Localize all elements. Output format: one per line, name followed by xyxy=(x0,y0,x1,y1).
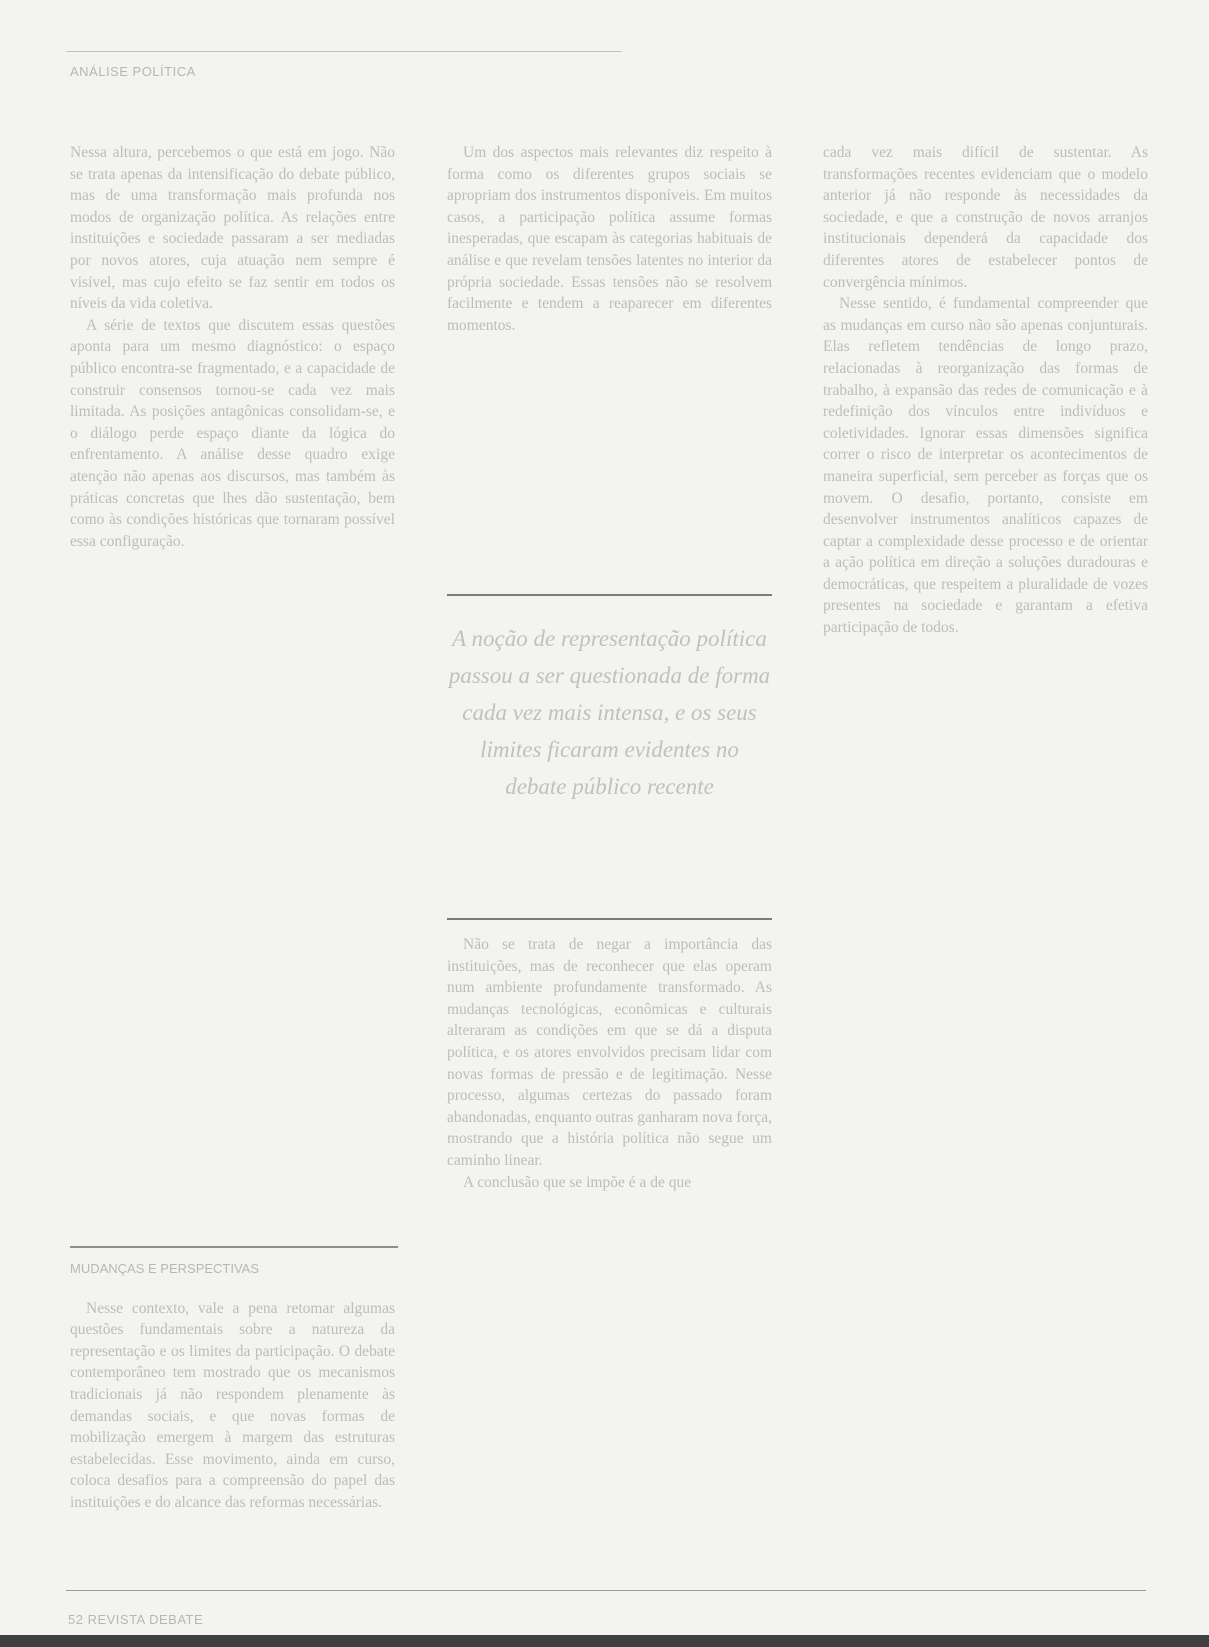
pull-quote-rule-bottom xyxy=(447,918,772,920)
column-left-lower xyxy=(70,1252,395,1514)
column-left xyxy=(70,142,395,552)
column-middle xyxy=(447,142,772,336)
paragraph: Não se trata de negar a importância das instituições, mas de reconhecer que elas operam num ambiente profundamente transformado. As mudanças tecnológicas, econômicas e culturais alteraram as condições em que se dá a disputa política, e os atores envolvidos precisam lidar com novas formas de pressão e de legitimação. Nesse processo, algumas certezas do passado foram abandonadas, enquanto outras ganharam nova força, mostrando que a história política não segue um caminho linear. xyxy=(447,936,772,1169)
section-rule xyxy=(70,1246,398,1248)
paragraph: Nesse contexto, vale a pena retomar algumas questões fundamentais sobre a natureza da representação e os limites da participação. O debate contemporâneo tem mostrado que os mecanismos tradicionais já não respondem plenamente às demandas sociais, e que novas formas de mobilização emergem à margem das estruturas estabelecidas. Esse movimento, ainda em curso, coloca desafios para a compreensão do papel das instituições e do alcance das reformas necessárias. xyxy=(70,1299,395,1511)
paragraph: Nessa altura, percebemos o que está em jogo. Não se trata apenas da intensificação do debate público, mas de uma transformação mais profunda nos modos de organização política. As relações entre instituições e sociedade passaram a ser mediadas por novos atores, cuja atuação nem sempre é visível, mas cujo efeito se faz sentir em todos os níveis da vida coletiva. xyxy=(70,144,395,313)
paragraph: Nesse sentido, é fundamental compreender que as mudanças em curso não são apenas conjunturais. Elas refletem tendências de longo prazo, relacionadas à reorganização das formas de trabalho, à expansão das redes de comunicação e à redefinição dos vínculos entre indivíduos e coletividades. Ignorar essas dimensões significa correr o risco de interpretar os acontecimentos de maneira superficial, sem perceber as forças que os movem. O desafio, portanto, consiste em desenvolver instrumentos analíticos capazes de captar a complexidade desse processo e de orientar a ação política em direção a soluções duradouras e democráticas, que respeitem a pluralidade de vozes presentes na sociedade e garantam a efetiva participação de todos. xyxy=(823,295,1148,637)
pull-quote: A noção de representação política passou a ser questionada de forma cada vez mais intensa, e os seus limites ficaram evidentes no debate público recente xyxy=(448,626,771,799)
section-subheading: MUDANÇAS E PERSPECTIVAS xyxy=(70,1261,260,1276)
header-rule xyxy=(66,51,622,52)
folio: 52 REVISTA DEBATE xyxy=(68,1612,204,1627)
paragraph: A série de textos que discutem essas questões aponta para um mesmo diagnóstico: o espaço público encontra-se fragmentado, e a capacidade de construir consensos tornou-se cada vez mais limitada. As posições antagônicas consolidam-se, e o diálogo perde espaço diante da lógica do enfrentamento. A análise desse quadro exige atenção não apenas aos discursos, mas também às práticas concretas que lhes dão sustentação, bem como às condições históricas que tornaram possível essa configuração. xyxy=(70,316,395,550)
column-middle-lower xyxy=(447,934,772,1193)
column-right xyxy=(823,142,1148,639)
paragraph: cada vez mais difícil de sustentar. As transformações recentes evidenciam que o modelo anterior já não responde às necessidades da sociedade, e que a construção de novos arranjos institucionais dependerá da capacidade dos diferentes atores de estabelecer pontos de convergência mínimos. xyxy=(823,144,1148,291)
paragraph: A conclusão que se impõe é a de que xyxy=(463,1173,692,1191)
paragraph: Um dos aspectos mais relevantes diz respeito à forma como os diferentes grupos sociais se apropriam dos instrumentos disponíveis. Em muitos casos, a participação política assume formas inesperadas, que escapam às categorias habituais de análise e que revelam tensões latentes no interior da própria sociedade. Essas tensões não se resolvem facilmente e tendem a reaparecer em diferentes momentos. xyxy=(447,144,772,334)
scan-edge xyxy=(0,1635,1209,1647)
footer-rule xyxy=(66,1590,1146,1591)
pull-quote-rule-top xyxy=(447,594,772,596)
running-title: ANÁLISE POLÍTICA xyxy=(70,64,196,79)
